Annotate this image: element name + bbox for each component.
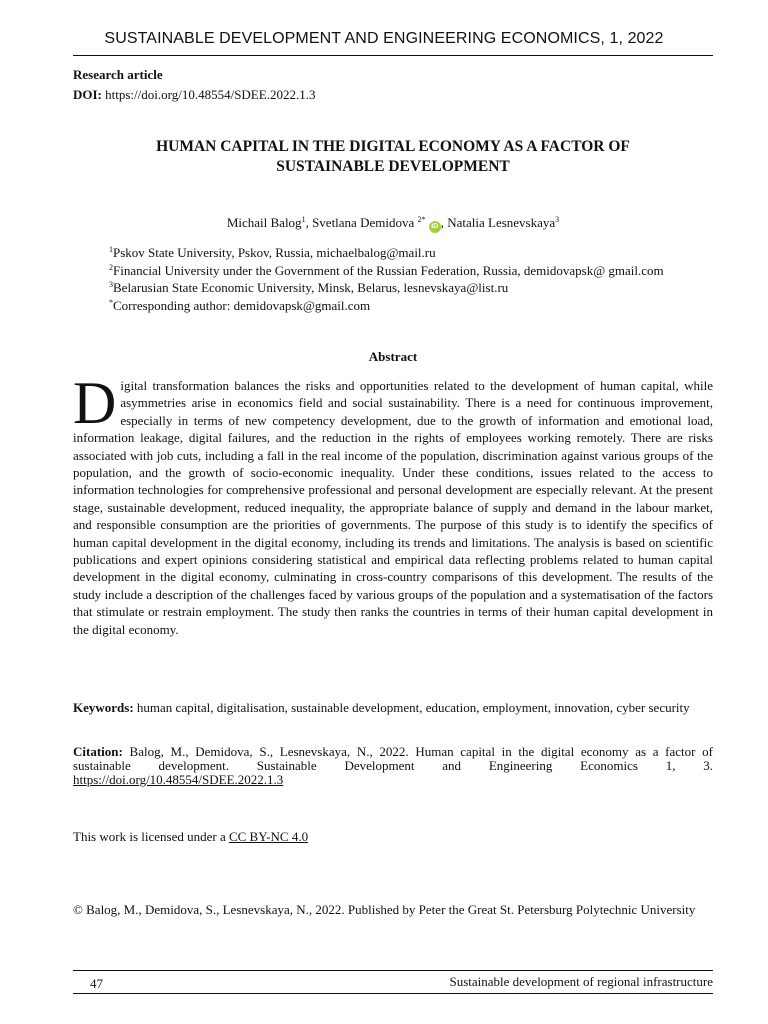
author-name: Svetlana Demidova [312, 215, 415, 230]
title-line-2: SUSTAINABLE DEVELOPMENT [276, 158, 510, 175]
affiliation [109, 262, 713, 280]
footer-rule-bottom [73, 993, 713, 994]
doi-label: DOI: [73, 87, 102, 102]
affiliation-text: Financial University under the Government of the Russian Federation, Russia, demidovapsk@ gmail.com [113, 262, 664, 278]
abstract-text: igital transformation balances the risks and opportunities related to the development of human capital, while asymmetries arise in economics field and social sustainability. There is a need for continuous improvement, especially in terms of new competency development, due to the growth of information and emotional load, information leakage, digital failures, and the reduction in the rights of employees working remotely. There are risks associated with job cuts, including a fall in the real income of the population, discrimination against various groups of the population, and the growth of socio-economic inequality. Under these conditions, issues related to the access to information technologies for comprehensive professional and personal development are especially relevant. At the present stage, sustainable development, reduced inequality, the appropriate balance of supply and demand in the labour market, and responsible consumption are the priorities of governments. The purpose of this study is to identify the specifics of human capital development in the digital economy, including its trends and limitations. The analysis is based on scientific publications and expert opinions considering statistical and empirical data reflecting problems related to human capital development in the digital economy, culminating in cross-country comparisons of this development. The results of the study include a description of the challenges faced by various groups of the population and a systematisation of the factors that stimulate or restrain employment. The study then ranks the countries in terms of their human capital development in the digital economy. [73, 378, 713, 637]
citation-text: Balog, M., Demidova, S., Lesnevskaya, N., 2022. Human capital in the digital economy as a factor of sustainable development. Sustainable Development and Engineering Economics 1, 3. [73, 744, 713, 773]
affiliation-sup: 1 [109, 245, 113, 254]
license-text: This work is licensed under a [73, 829, 226, 844]
affiliation [109, 297, 713, 315]
abstract-heading: Abstract [368, 349, 418, 364]
article-title [73, 137, 713, 177]
affiliation [109, 279, 713, 297]
affiliation-sup: 3 [109, 280, 113, 289]
abstract-body [73, 370, 713, 638]
orcid-icon[interactable]: iD [429, 221, 441, 233]
citation-label: Citation: [73, 744, 123, 759]
copyright: © Balog, M., Demidova, S., Lesnevskaya, N., 2022. Published by Peter the Great St. Petersburg Polytechnic University [73, 902, 696, 917]
section-name: Sustainable development of regional infrastructure [449, 974, 713, 989]
article-type: Research article [73, 67, 163, 82]
affiliation-text: Corresponding author: demidovapsk@gmail.com [113, 297, 371, 313]
citation-link[interactable]: https://doi.org/10.48554/SDEE.2022.1.3 [73, 772, 284, 787]
doi-value[interactable]: https://doi.org/10.48554/SDEE.2022.1.3 [105, 87, 316, 102]
page-number: 47 [90, 976, 103, 991]
keywords [73, 700, 713, 716]
license [73, 829, 713, 845]
affiliation-text: Pskov State University, Pskov, Russia, michaelbalog@mail.ru [113, 245, 436, 260]
drop-cap: D [73, 370, 117, 436]
header-rule [73, 55, 713, 56]
keywords-text: human capital, digitalisation, sustainable development, education, employment, innovation, cyber security [136, 700, 690, 715]
doi-line [73, 86, 713, 103]
affiliation [109, 244, 713, 262]
citation [73, 745, 713, 787]
author-name: Natalia Lesnevskaya [447, 215, 556, 230]
affiliations [109, 244, 713, 314]
keywords-label: Keywords: [73, 700, 134, 715]
title-line-1: HUMAN CAPITAL IN THE DIGITAL ECONOMY AS A FACTOR OF [156, 138, 630, 155]
author-list: Michail Balog$^1$, Svetlana Demidova $^{2*}$ iD , Natalia Lesnevskaya$^3$ [73, 215, 713, 233]
author-sup: 3 [555, 215, 560, 224]
footer-rule-top [73, 970, 713, 971]
affiliation-text: Belarusian State Economic University, Minsk, Belarus, lesnevskaya@list.ru [113, 280, 509, 295]
affiliation-sup: 2 [109, 262, 113, 272]
author-sup: 2* [417, 215, 426, 224]
author-sup: 1 [301, 215, 306, 224]
journal-title: SUSTAINABLE DEVELOPMENT AND ENGINEERING ECONOMICS, 1, 2022 [104, 30, 664, 47]
affiliation-sup: * [109, 297, 113, 307]
license-link[interactable]: CC BY-NC 4.0 [228, 829, 309, 844]
author-name: Michail Balog [226, 215, 302, 230]
